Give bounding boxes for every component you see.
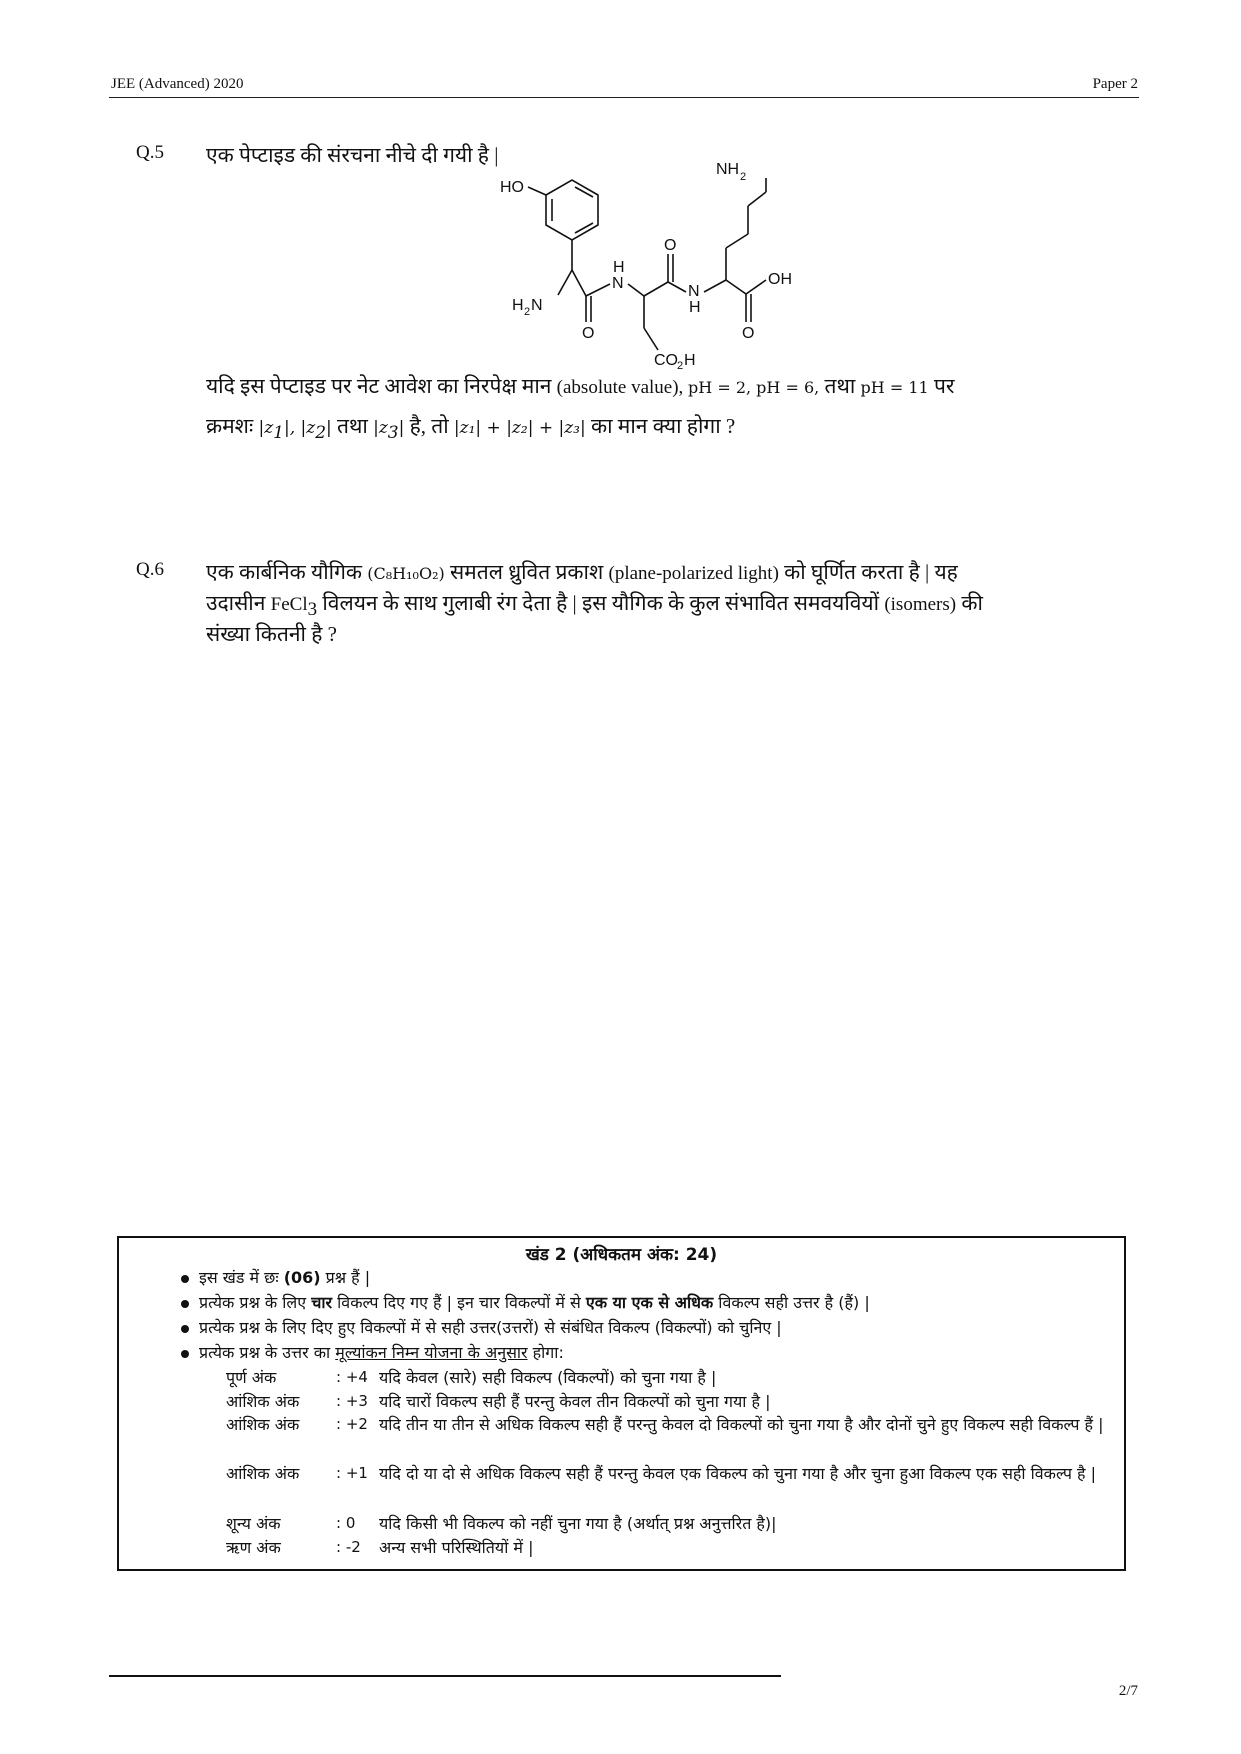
instruction-bullet-2: प्रत्येक प्रश्न के लिए चार विकल्प दिए गए हैं | इन चार विकल्पों में से एक या एक से अधिक विकल्प सही उत्तर है (हैं) | — [199, 1292, 870, 1314]
label-o-left: O — [582, 325, 595, 342]
label-ho: HO — [500, 179, 524, 196]
label-oh: OH — [768, 271, 792, 288]
section-2-instructions-box: खंड 2 (अधिकतम अंक: 24) इस खंड में छः (06) प्रश्न हैं | प्रत्येक प्रश्न के लिए चार विकल्प दिए गए हैं | इन चार विकल्पों में से एक या एक से अधिक विकल्प सही उत्तर है (हैं) | प्रत्येक प्रश्न के लिए दिए हुए विकल्पों में से सही उत्तर(उत्तरों) से संबंधित विकल्प (विकल्पों) को चुनिए | प्रत्येक प्रश्न के उत्तर का मूल्यांकन निम्न योजना के अनुसार होगा: पूर्ण अंक : +4 यदि केवल (सारे) सही विकल्प (विकल्पों) को चुना गया है | आंशिक अंक : +3 यदि चारों विकल्प सही हैं परन्तु केवल तीन विकल्पों को चुना गया है | आंशिक अंक : +2 यदि तीन या तीन से अधिक विकल्प सही हैं परन्तु केवल दो विकल्पों को चुना गया है और दोनों चुने हुए विकल्प सही विकल्प हैं | आंशिक अंक : +1 यदि दो या दो से अधिक विकल्प सही हैं परन्तु केवल एक विकल्प को चुना गया है और चुना हुआ विकल्प एक सही विकल्प है | शून्य अंक : 0 यदि किसी भी विकल्प को नहीं चुना गया है (अर्थात् प्रश्न अनुत्तरित है)| ऋण अंक : -2 अन्य सभी परिस्थितियों में | — [117, 1236, 1126, 1571]
header-exam-title: JEE (Advanced) 2020 — [111, 76, 244, 92]
page-number: 2/7 — [1118, 1683, 1138, 1699]
peptide-structure — [490, 160, 850, 370]
question-6-number: Q.6 — [136, 559, 164, 580]
label-nh2-top: NH — [716, 161, 740, 178]
bullet-dot-icon — [181, 1325, 189, 1333]
instruction-bullet-1: इस खंड में छः (06) प्रश्न हैं | — [199, 1267, 370, 1289]
bullet-dot-icon — [181, 1350, 189, 1358]
label-n2: N — [688, 283, 700, 300]
question-5-intro: एक पेप्टाइड की संरचना नीचे दी गयी है | — [206, 143, 499, 167]
label-h2: H — [689, 299, 701, 316]
question-6-line3: संख्या कितनी है ? — [206, 622, 337, 646]
label-n1: N — [612, 275, 624, 292]
footer-divider — [109, 1675, 781, 1677]
instruction-bullet-4: प्रत्येक प्रश्न के उत्तर का मूल्यांकन निम्न योजना के अनुसार होगा: — [199, 1342, 564, 1364]
label-h2n-sub: 2 — [524, 306, 531, 318]
label-co2h-h: H — [684, 352, 696, 369]
label-o-right: O — [742, 325, 755, 342]
label-co2h-sub: 2 — [677, 360, 684, 370]
peptide-bonds — [528, 178, 766, 350]
question-5-number: Q.5 — [136, 142, 164, 163]
label-h1: H — [613, 259, 625, 276]
question-5-body-line1: यदि इस पेप्टाइड पर नेट आवेश का निरपेक्ष मान (absolute value), pH = 2, pH = 6, तथा pH = 11 पर — [206, 374, 955, 398]
header-paper-label: Paper 2 — [1092, 76, 1138, 92]
question-6-line2: उदासीन FeCl$_3$ विलयन के साथ गुलाबी रंग देता है | इस यौगिक के कुल संभावित समवयवियों (isomers) की — [206, 591, 983, 621]
bullet-dot-icon — [181, 1300, 189, 1308]
label-nh2-sub: 2 — [740, 171, 747, 183]
instruction-bullet-3: प्रत्येक प्रश्न के लिए दिए हुए विकल्पों में से सही उत्तर(उत्तरों) से संबंधित विकल्प (विकल्पों) को चुनिए | — [199, 1317, 782, 1339]
bullet-dot-icon — [181, 1275, 189, 1283]
label-co2h: CO — [654, 352, 678, 369]
label-o-top: O — [664, 237, 677, 254]
label-h2n-n: N — [531, 297, 543, 314]
header-divider — [109, 97, 1139, 98]
question-6-line1: एक कार्बनिक यौगिक (C₈H₁₀O₂) समतल ध्रुवित प्रकाश (plane-polarized light) को घूर्णित करता है | यह — [206, 560, 958, 584]
section-2-title: खंड 2 (अधिकतम अंक: 24) — [525, 1245, 718, 1265]
label-h2n: H — [512, 297, 524, 314]
question-5-body-line2: क्रमशः $|z_1|$, $|z_2|$ तथा $|z_3|$ है, तो |z₁| + |z₂| + |z₃| का मान क्या होगा ? — [206, 414, 736, 444]
